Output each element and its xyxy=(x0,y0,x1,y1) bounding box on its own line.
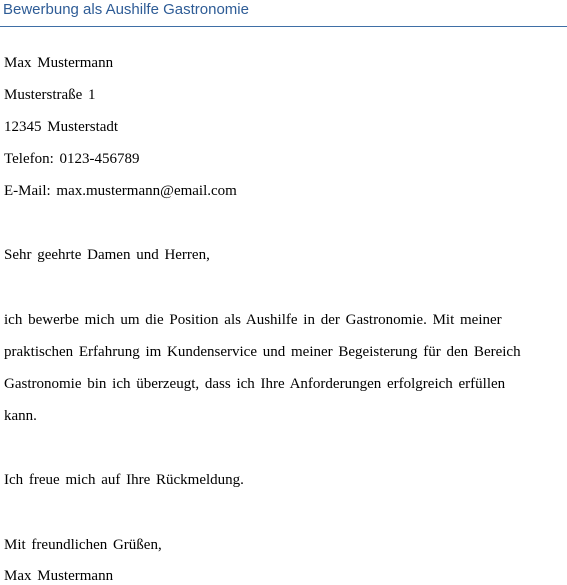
sender-street: Musterstraße 1 xyxy=(4,87,96,103)
document-header xyxy=(0,0,567,27)
signature: Max Mustermann xyxy=(4,568,114,584)
sender-name: Max Mustermann xyxy=(4,55,114,71)
salutation: Sehr geehrte Damen und Herren, xyxy=(4,247,210,263)
closing: Mit freundlichen Grüßen, xyxy=(4,537,162,553)
sender-email: E-Mail: max.mustermann@email.com xyxy=(4,183,237,199)
body-line: kann. xyxy=(4,408,37,424)
body-line: ich bewerbe mich um die Position als Aushilfe in der Gastronomie. Mit meiner xyxy=(4,312,502,328)
body-line: Gastronomie bin ich überzeugt, dass ich Ihre Anforderungen erfolgreich erfüllen xyxy=(4,376,506,392)
sender-phone: Telefon: 0123-456789 xyxy=(4,151,140,167)
body-line: praktischen Erfahrung im Kundenservice und meiner Begeisterung für den Bereich xyxy=(4,344,521,360)
closing-sentence: Ich freue mich auf Ihre Rückmeldung. xyxy=(4,472,244,488)
sender-city: 12345 Musterstadt xyxy=(4,119,119,135)
document-title: Bewerbung als Aushilfe Gastronomie xyxy=(3,1,249,18)
